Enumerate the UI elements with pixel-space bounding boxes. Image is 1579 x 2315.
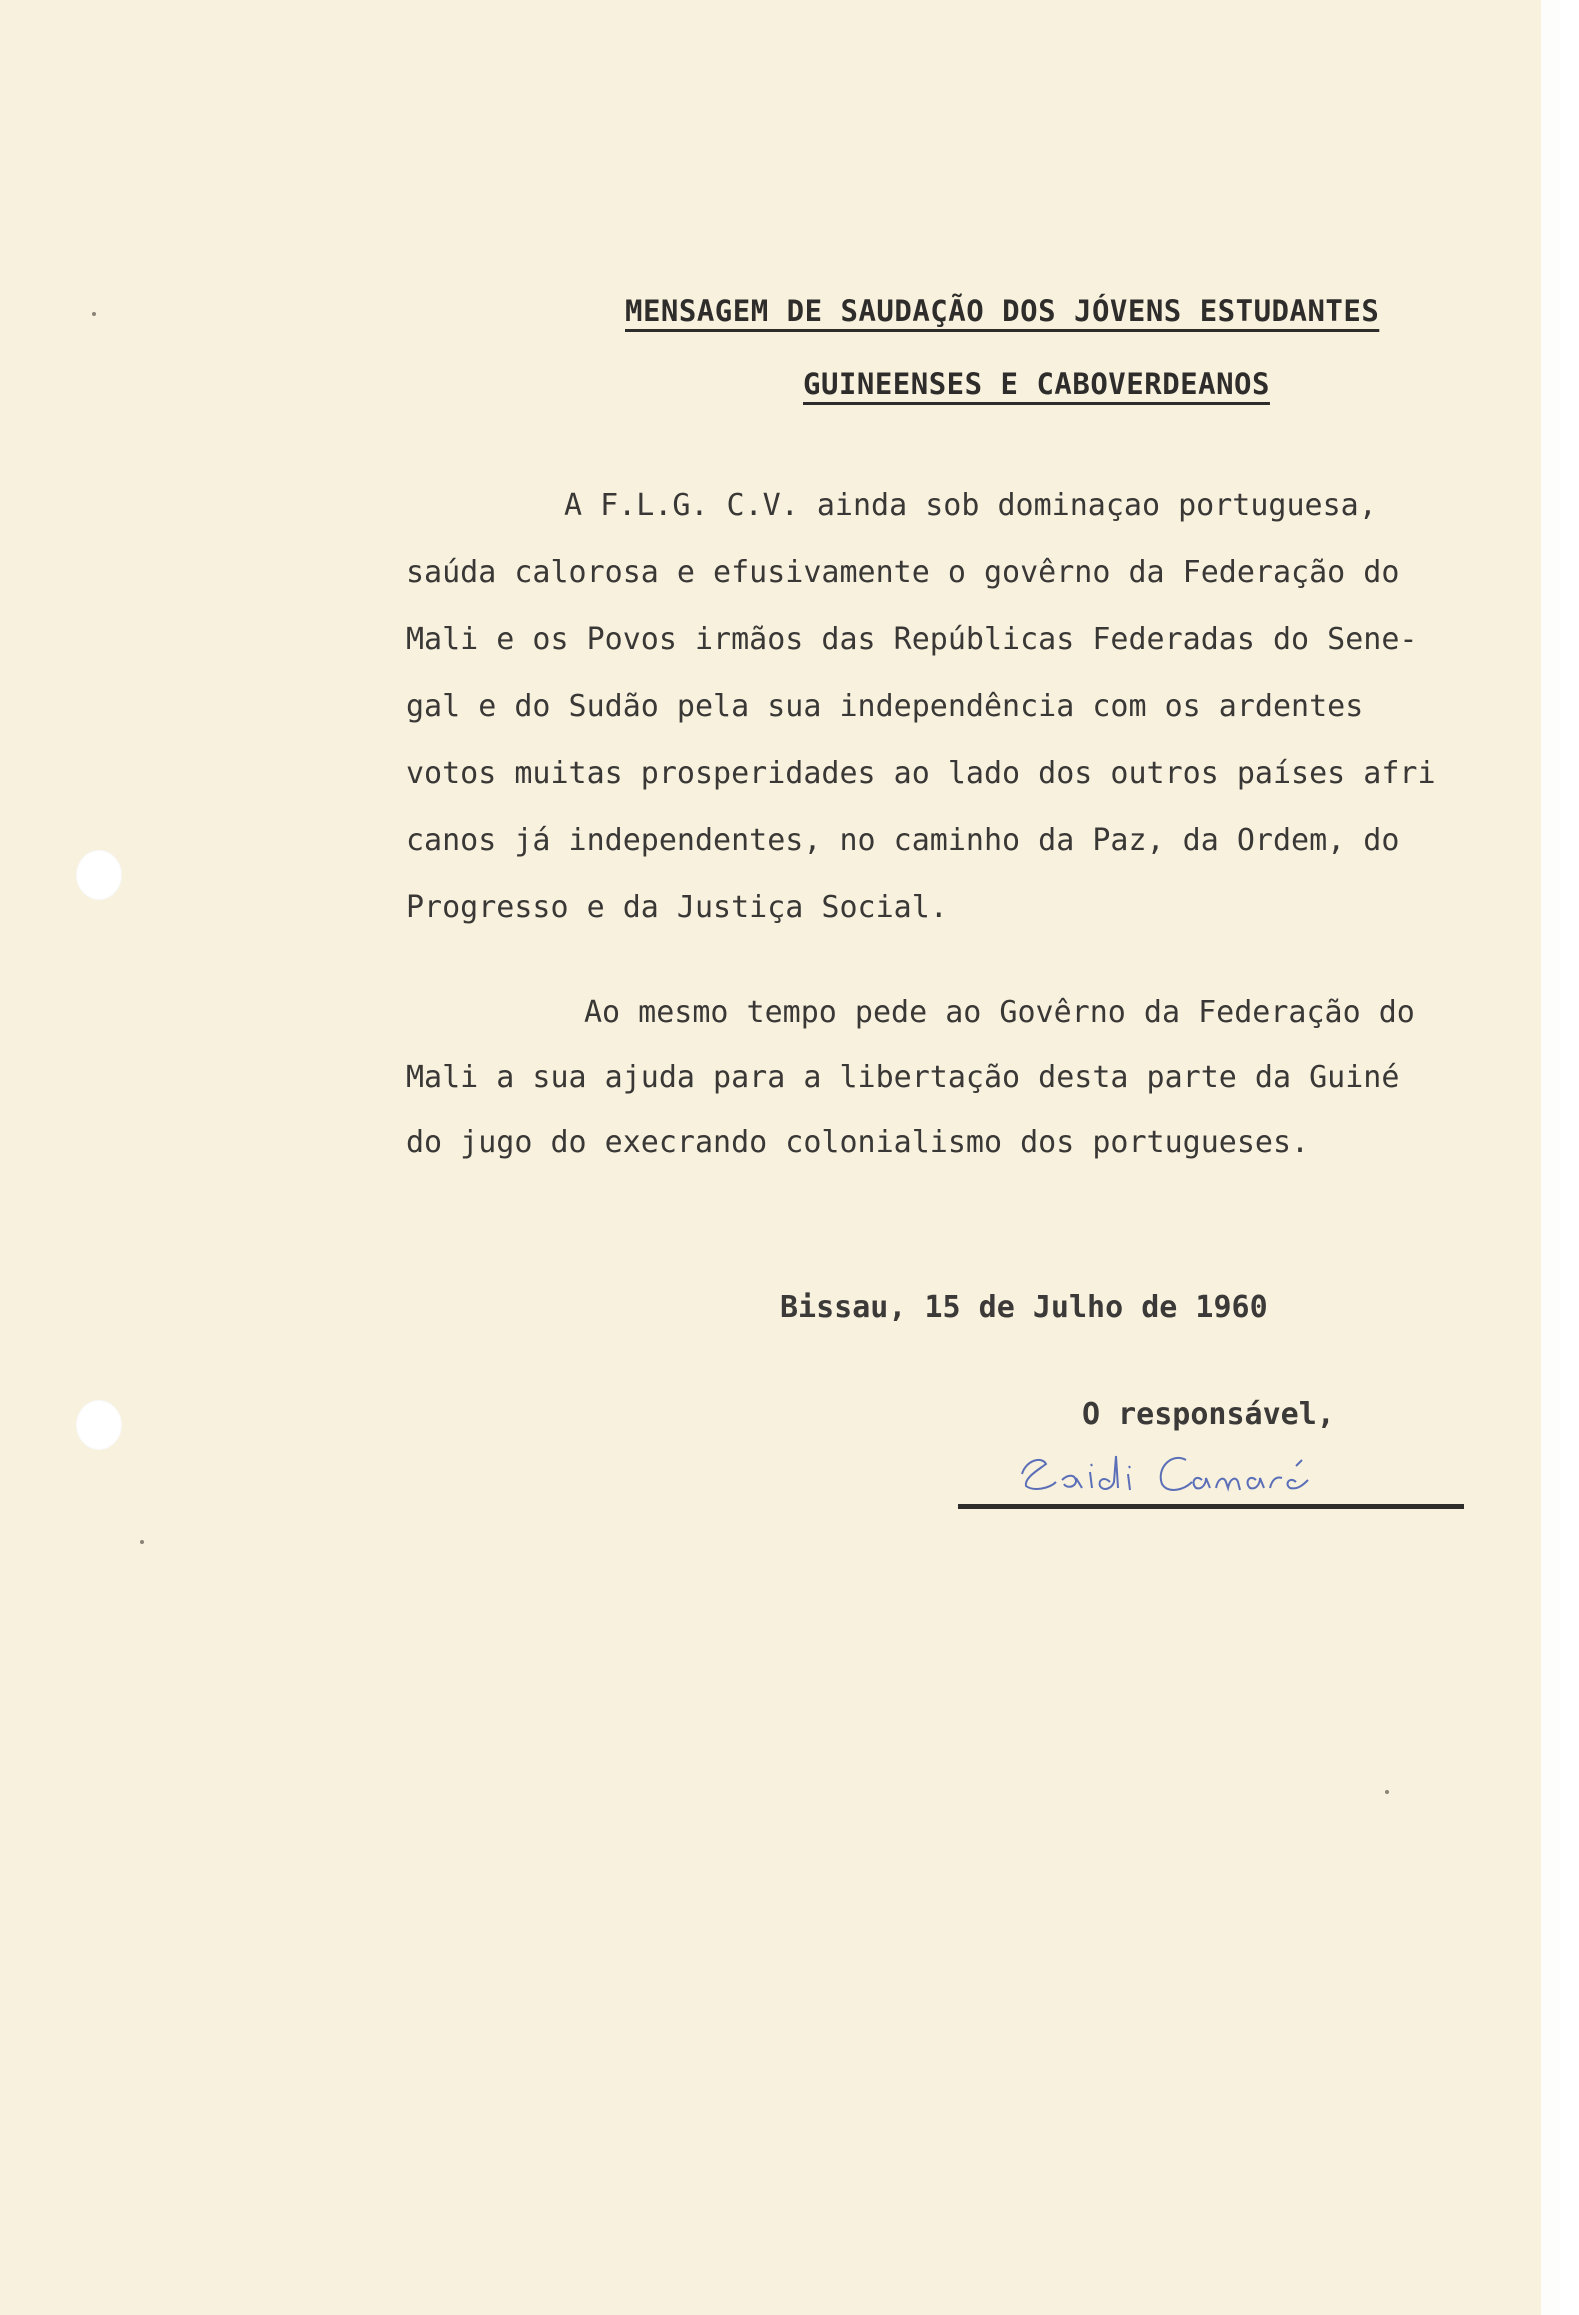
paper-speck [140, 1540, 144, 1544]
paragraph-1-line-4: gal e do Sudão pela sua independência com os ardentes [406, 689, 1364, 724]
paragraph-1-line-5: votos muitas prosperidades ao lado dos outros países afri [406, 756, 1436, 791]
paper-speck [1385, 1790, 1389, 1794]
paragraph-1-line-7: Progresso e da Justiça Social. [406, 890, 948, 925]
paragraph-2-line-3: do jugo do execrando colonialismo dos portugueses. [406, 1125, 1310, 1160]
paragraph-1-line-1: A F.L.G. C.V. ainda sob dominaçao portuguesa, [564, 488, 1377, 523]
paragraph-1-line-3: Mali e os Povos irmãos das Repúblicas Federadas do Sene- [406, 622, 1418, 657]
signature-line [958, 1504, 1464, 1509]
closing-line: O responsável, [1082, 1397, 1335, 1432]
punch-hole [76, 850, 122, 900]
date-line: Bissau, 15 de Julho de 1960 [780, 1290, 1268, 1325]
paragraph-1-line-6: canos já independentes, no caminho da Paz, da Ordem, do [406, 823, 1400, 858]
paragraph-2-line-1: Ao mesmo tempo pede ao Govêrno da Federação do [584, 995, 1415, 1030]
document-title-line-1: MENSAGEM DE SAUDAÇÃO DOS JÓVENS ESTUDANTES [625, 294, 1380, 328]
paragraph-2-line-2: Mali a sua ajuda para a libertação desta parte da Guiné [406, 1060, 1400, 1095]
document-title-line-2: GUINEENSES E CABOVERDEANOS [803, 367, 1270, 401]
punch-hole [76, 1400, 122, 1450]
handwritten-signature [1012, 1438, 1360, 1500]
paper-speck [92, 312, 96, 316]
paragraph-1-line-2: saúda calorosa e efusivamente o govêrno da Federação do [406, 555, 1400, 590]
page-edge [1541, 0, 1560, 2315]
